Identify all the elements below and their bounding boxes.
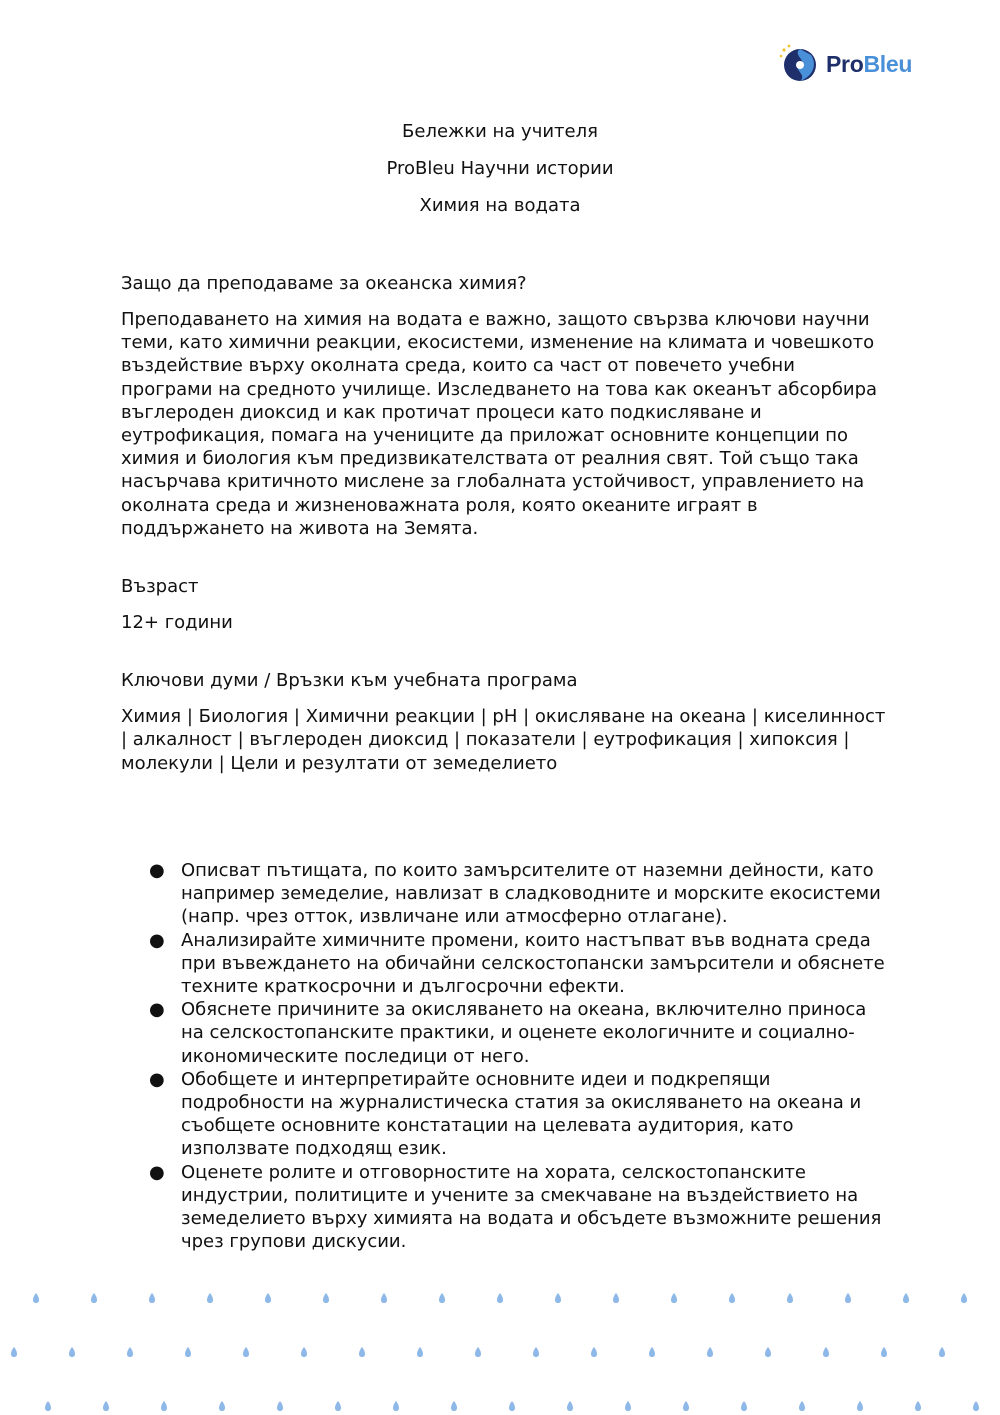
droplet-icon [265, 1293, 271, 1303]
bullet-icon: ● [149, 1068, 165, 1090]
droplet-icon [613, 1293, 619, 1303]
droplet-icon [857, 1401, 863, 1411]
droplet-icon [939, 1347, 945, 1357]
droplet-icon [671, 1293, 677, 1303]
droplet-icon [591, 1347, 597, 1357]
droplet-icon [683, 1401, 689, 1411]
droplet-icon [915, 1401, 921, 1411]
droplet-icon [335, 1401, 341, 1411]
learning-goals-list [121, 859, 891, 1253]
decorative-droplets [0, 1280, 1000, 1415]
droplet-icon [903, 1293, 909, 1303]
age-value: 12+ години [121, 612, 233, 634]
droplet-icon [707, 1347, 713, 1357]
droplet-icon [509, 1401, 515, 1411]
droplet-icon [799, 1401, 805, 1411]
intro-paragraph: Преподаването на химия на водата е важно, защото свързва ключови научни теми, като химични реакции, екосистеми, изменение на климата и човешкото въздействие върху околната среда, които са част от повечето учебни програми на средното училище. Изследването на това как океанът абсорбира въглероден диоксид и как протичат процеси като подкисляване и еутрофикация, помага на учениците да приложат основните концепции по химия и биология към предизвикателствата от реалния свят. Той също така насърчава критичното мислене за глобалната устойчивост, управлението на околната среда и жизненоважната роля, която океаните играят в поддържането на живота на Земята. [121, 309, 878, 539]
list-item: ● Обобщете и интерпретирайте основните идеи и подкрепящи подробности на журналистическа статия за окисляването на океана и съобщете основните констатации на целевата аудитория, като използвате подходящ език. [149, 1068, 862, 1160]
intro-heading: Защо да преподаваме за океанска химия? [121, 273, 527, 294]
droplet-icon [475, 1347, 481, 1357]
droplet-icon [973, 1401, 979, 1411]
droplet-icon [393, 1401, 399, 1411]
probleu-logo-icon [778, 43, 820, 85]
droplet-icon [823, 1347, 829, 1357]
list-item: ● Описват пътищата, по които замърсителите от наземни дейности, като например земеделие, навлизат в сладководните и морските екосистеми (напр. чрез отток, извличане или атмосферно отлагане). [149, 860, 881, 928]
keywords-paragraph: Химия | Биология | Химични реакции | pH | окисляване на океана | киселинност | алкалност | въглероден диоксид | показатели | еутрофикация | хипоксия | молекули | Цели и резултати от земеделието [121, 706, 886, 774]
droplet-icon [149, 1293, 155, 1303]
droplet-icon [497, 1293, 503, 1303]
droplet-icon [649, 1347, 655, 1357]
bullet-icon: ● [149, 1161, 165, 1183]
droplet-icon [451, 1401, 457, 1411]
bullet-icon: ● [149, 999, 165, 1021]
droplet-icon [185, 1347, 191, 1357]
droplet-icon [323, 1293, 329, 1303]
droplet-icon [961, 1293, 967, 1303]
droplet-icon [91, 1293, 97, 1303]
droplet-icon [219, 1401, 225, 1411]
document-header [0, 120, 1000, 231]
probleu-logo-text: ProBleu [826, 50, 913, 77]
droplet-icon [277, 1401, 283, 1411]
list-item: ● Анализирайте химичните промени, които настъпват във водната среда при въвеждането на обичайни селскостопански замърсители и обяснете техните краткосрочни и дългосрочни ефекти. [149, 929, 885, 998]
droplet-icon [787, 1293, 793, 1303]
document-body [121, 272, 886, 775]
droplet-icon [11, 1347, 17, 1357]
doc-title-topic: Химия на водата [419, 195, 581, 216]
list-item: ● Обяснете причините за окисляването на океана, включително приноса на селскостопанските практики, и оценете екологичните и социално-икономическите последици от него. [149, 999, 867, 1067]
droplet-icon [45, 1401, 51, 1411]
droplet-icon [69, 1347, 75, 1357]
droplet-icon [625, 1401, 631, 1411]
droplet-icon [845, 1293, 851, 1303]
list-item: ● Оценете ролите и отговорностите на хората, селскостопанските индустрии, политиците и учените за смекчаване на въздействието на земеделието върху химията на водата и обсъдете възможните решения чрез групови дискусии. [149, 1161, 882, 1253]
droplet-icon [741, 1401, 747, 1411]
keywords-heading: Ключови думи / Връзки към учебната програма [121, 670, 578, 692]
droplet-icon [161, 1401, 167, 1411]
doc-title-teacher-notes: Бележки на учителя [402, 121, 598, 142]
droplet-icon [359, 1347, 365, 1357]
droplet-icon [533, 1347, 539, 1357]
droplet-icon [301, 1347, 307, 1357]
droplet-icon [881, 1347, 887, 1357]
droplet-icon [103, 1401, 109, 1411]
droplet-icon [127, 1347, 133, 1357]
bullet-icon: ● [149, 860, 165, 881]
droplet-icon [765, 1347, 771, 1357]
probleu-logo [778, 42, 928, 86]
bullet-icon: ● [149, 929, 165, 951]
doc-title-series: ProBleu Научни истории [386, 158, 614, 179]
droplet-icon [207, 1293, 213, 1303]
droplet-icon [33, 1293, 39, 1303]
droplet-icon [243, 1347, 249, 1357]
droplet-icon [567, 1401, 573, 1411]
droplet-icon [555, 1293, 561, 1303]
droplet-icon [417, 1347, 423, 1357]
age-heading: Възраст [121, 576, 199, 598]
droplet-icon [439, 1293, 445, 1303]
droplet-icon [729, 1293, 735, 1303]
droplet-icon [381, 1293, 387, 1303]
